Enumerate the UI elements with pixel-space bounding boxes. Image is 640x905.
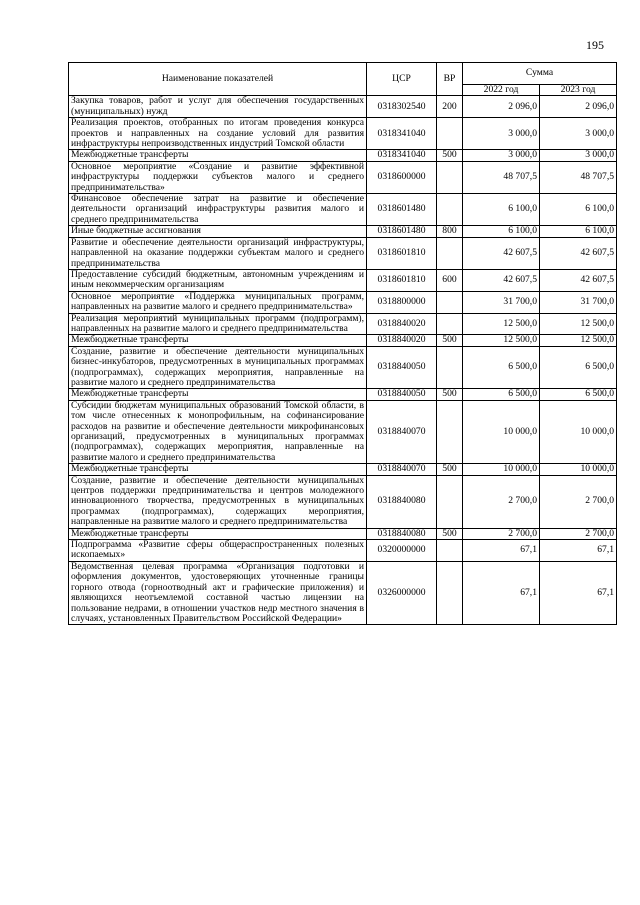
row-name-cell: Межбюджетные трансферты [69,389,367,400]
table-row [69,528,617,539]
column-header-2022: 2022 год [463,85,540,96]
row-vr-cell: 800 [437,226,463,237]
row-vr-cell [437,118,463,150]
row-name-cell: Межбюджетные трансферты [69,335,367,346]
row-name-cell: Межбюджетные трансферты [69,150,367,161]
row-csr-cell: 0318600000 [367,161,437,193]
row-2023-cell: 3 000,0 [540,118,617,150]
row-name-cell: Иные бюджетные ассигнования [69,226,367,237]
row-vr-cell [437,400,463,463]
row-name-cell: Развитие и обеспечение деятельности организаций инфраструктуры, направленной на оказание поддержки субъектам малого и среднего предпринимательства [69,237,367,269]
table-row [69,313,617,335]
row-csr-cell: 0320000000 [367,540,437,562]
row-name-cell: Межбюджетные трансферты [69,464,367,475]
row-name-cell: Реализация проектов, отобранных по итогам проведения конкурса проектов и направленных на создание условий для развития инфраструктуры непроизводственных индустрий Томской области [69,118,367,150]
row-csr-cell: 0318840050 [367,389,437,400]
table-row [69,335,617,346]
row-2022-cell: 10 000,0 [463,400,540,463]
row-2023-cell: 10 000,0 [540,464,617,475]
row-csr-cell: 0318341040 [367,118,437,150]
row-2023-cell: 6 500,0 [540,389,617,400]
row-csr-cell: 0318840080 [367,528,437,539]
row-name-cell: Создание, развитие и обеспечение деятельности муниципальных бизнес-инкубаторов, предусмотренных в муниципальных программах (подпрограммах), содержащих мероприятия, направленные на развитие малого и среднего предпринимательства [69,346,367,389]
row-2023-cell: 42 607,5 [540,237,617,269]
row-csr-cell: 0318840020 [367,335,437,346]
row-2022-cell: 2 096,0 [463,96,540,118]
row-csr-cell: 0318840070 [367,400,437,463]
row-2022-cell: 42 607,5 [463,269,540,291]
column-header-sum: Сумма [463,63,617,85]
column-header-csr: ЦСР [367,63,437,96]
row-2023-cell: 67,1 [540,540,617,562]
row-vr-cell: 500 [437,150,463,161]
row-vr-cell [437,540,463,562]
row-2022-cell: 31 700,0 [463,291,540,313]
table-row [69,291,617,313]
row-csr-cell: 0326000000 [367,561,437,624]
row-vr-cell: 600 [437,269,463,291]
table-row [69,540,617,562]
row-2023-cell: 48 707,5 [540,161,617,193]
row-2023-cell: 2 700,0 [540,528,617,539]
table-row [69,346,617,389]
row-2022-cell: 3 000,0 [463,150,540,161]
row-name-cell: Закупка товаров, работ и услуг для обеспечения государственных (муниципальных) нужд [69,96,367,118]
table-row [69,118,617,150]
row-name-cell: Межбюджетные трансферты [69,528,367,539]
row-vr-cell: 500 [437,335,463,346]
row-vr-cell [437,346,463,389]
row-csr-cell: 0318840020 [367,313,437,335]
table-row [69,561,617,624]
row-csr-cell: 0318800000 [367,291,437,313]
table-row [69,161,617,193]
row-2022-cell: 12 500,0 [463,313,540,335]
row-name-cell: Создание, развитие и обеспечение деятельности муниципальных центров поддержки предпринимательства и центров молодежного инновационного творчества, предусмотренных в муниципальных программах (подпрограммах), содержащих мероприятия, направленные на развитие малого и среднего предпринимательства [69,475,367,528]
budget-table [68,62,617,625]
row-name-cell: Предоставление субсидий бюджетным, автономным учреждениям и иным некоммерческим организациям [69,269,367,291]
row-2023-cell: 42 607,5 [540,269,617,291]
row-csr-cell: 0318840070 [367,464,437,475]
row-vr-cell [437,237,463,269]
row-csr-cell: 0318341040 [367,150,437,161]
table-row [69,194,617,226]
row-vr-cell: 200 [437,96,463,118]
table-row [69,400,617,463]
table-row [69,237,617,269]
row-vr-cell [437,194,463,226]
row-name-cell: Ведомственная целевая программа «Организация подготовки и оформления документов, удостоверяющих уточненные границы горного отвода (горноотводный акт и графические приложения) и являющихся неотъемлемой составной частью лицензии на пользование недрами, в отношении участков недр местного значения в случаях, установленных Правительством Российской Федерации» [69,561,367,624]
row-csr-cell: 0318840080 [367,475,437,528]
table-row [69,150,617,161]
row-csr-cell: 0318840050 [367,346,437,389]
row-2022-cell: 67,1 [463,540,540,562]
row-2022-cell: 67,1 [463,561,540,624]
row-2022-cell: 2 700,0 [463,475,540,528]
row-2023-cell: 6 100,0 [540,194,617,226]
row-name-cell: Финансовое обеспечение затрат на развитие и обеспечение деятельности организаций инфраструктуры развития малого и среднего предпринимательства [69,194,367,226]
table-row [69,389,617,400]
row-2022-cell: 10 000,0 [463,464,540,475]
row-2023-cell: 2 700,0 [540,475,617,528]
row-vr-cell [437,291,463,313]
row-vr-cell [437,475,463,528]
row-name-cell: Субсидии бюджетам муниципальных образований Томской области, в том числе отнесенных к монопрофильным, на софинансирование расходов на развитие и обеспечение деятельности микрофинансовых организаций, предусмотренных в муниципальных программах (подпрограммах), содержащих мероприятия, направленные на развитие малого и среднего предпринимательства [69,400,367,463]
row-csr-cell: 0318601810 [367,269,437,291]
table-row [69,475,617,528]
row-2023-cell: 3 000,0 [540,150,617,161]
row-name-cell: Основное мероприятие «Поддержка муниципальных программ, направленных на развитие малого и среднего предпринимательства» [69,291,367,313]
row-2022-cell: 6 100,0 [463,226,540,237]
row-2023-cell: 6 500,0 [540,346,617,389]
row-vr-cell: 500 [437,389,463,400]
row-csr-cell: 0318302540 [367,96,437,118]
row-2023-cell: 2 096,0 [540,96,617,118]
row-name-cell: Подпрограмма «Развитие сферы общераспространенных полезных ископаемых» [69,540,367,562]
row-name-cell: Реализация мероприятий муниципальных программ (подпрограмм), направленных на развитие малого и среднего предпринимательства [69,313,367,335]
row-2022-cell: 12 500,0 [463,335,540,346]
row-csr-cell: 0318601810 [367,237,437,269]
row-2023-cell: 67,1 [540,561,617,624]
row-2023-cell: 6 100,0 [540,226,617,237]
row-2022-cell: 42 607,5 [463,237,540,269]
row-2022-cell: 6 100,0 [463,194,540,226]
row-2023-cell: 12 500,0 [540,313,617,335]
column-header-2023: 2023 год [540,85,617,96]
row-2023-cell: 31 700,0 [540,291,617,313]
row-name-cell: Основное мероприятие «Создание и развитие эффективной инфраструктуры поддержки субъектов малого и среднего предпринимательства» [69,161,367,193]
table-body [69,96,617,625]
table-row [69,464,617,475]
row-2023-cell: 10 000,0 [540,400,617,463]
column-header-name: Наименование показателей [69,63,367,96]
row-vr-cell [437,561,463,624]
table-row [69,226,617,237]
row-2023-cell: 12 500,0 [540,335,617,346]
row-2022-cell: 6 500,0 [463,346,540,389]
row-2022-cell: 6 500,0 [463,389,540,400]
row-2022-cell: 3 000,0 [463,118,540,150]
table-row [69,96,617,118]
table-row [69,269,617,291]
row-vr-cell [437,313,463,335]
row-vr-cell [437,161,463,193]
column-header-vr: ВР [437,63,463,96]
row-csr-cell: 0318601480 [367,194,437,226]
page-number: 195 [586,38,604,52]
row-csr-cell: 0318601480 [367,226,437,237]
row-vr-cell: 500 [437,464,463,475]
row-vr-cell: 500 [437,528,463,539]
row-2022-cell: 48 707,5 [463,161,540,193]
row-2022-cell: 2 700,0 [463,528,540,539]
